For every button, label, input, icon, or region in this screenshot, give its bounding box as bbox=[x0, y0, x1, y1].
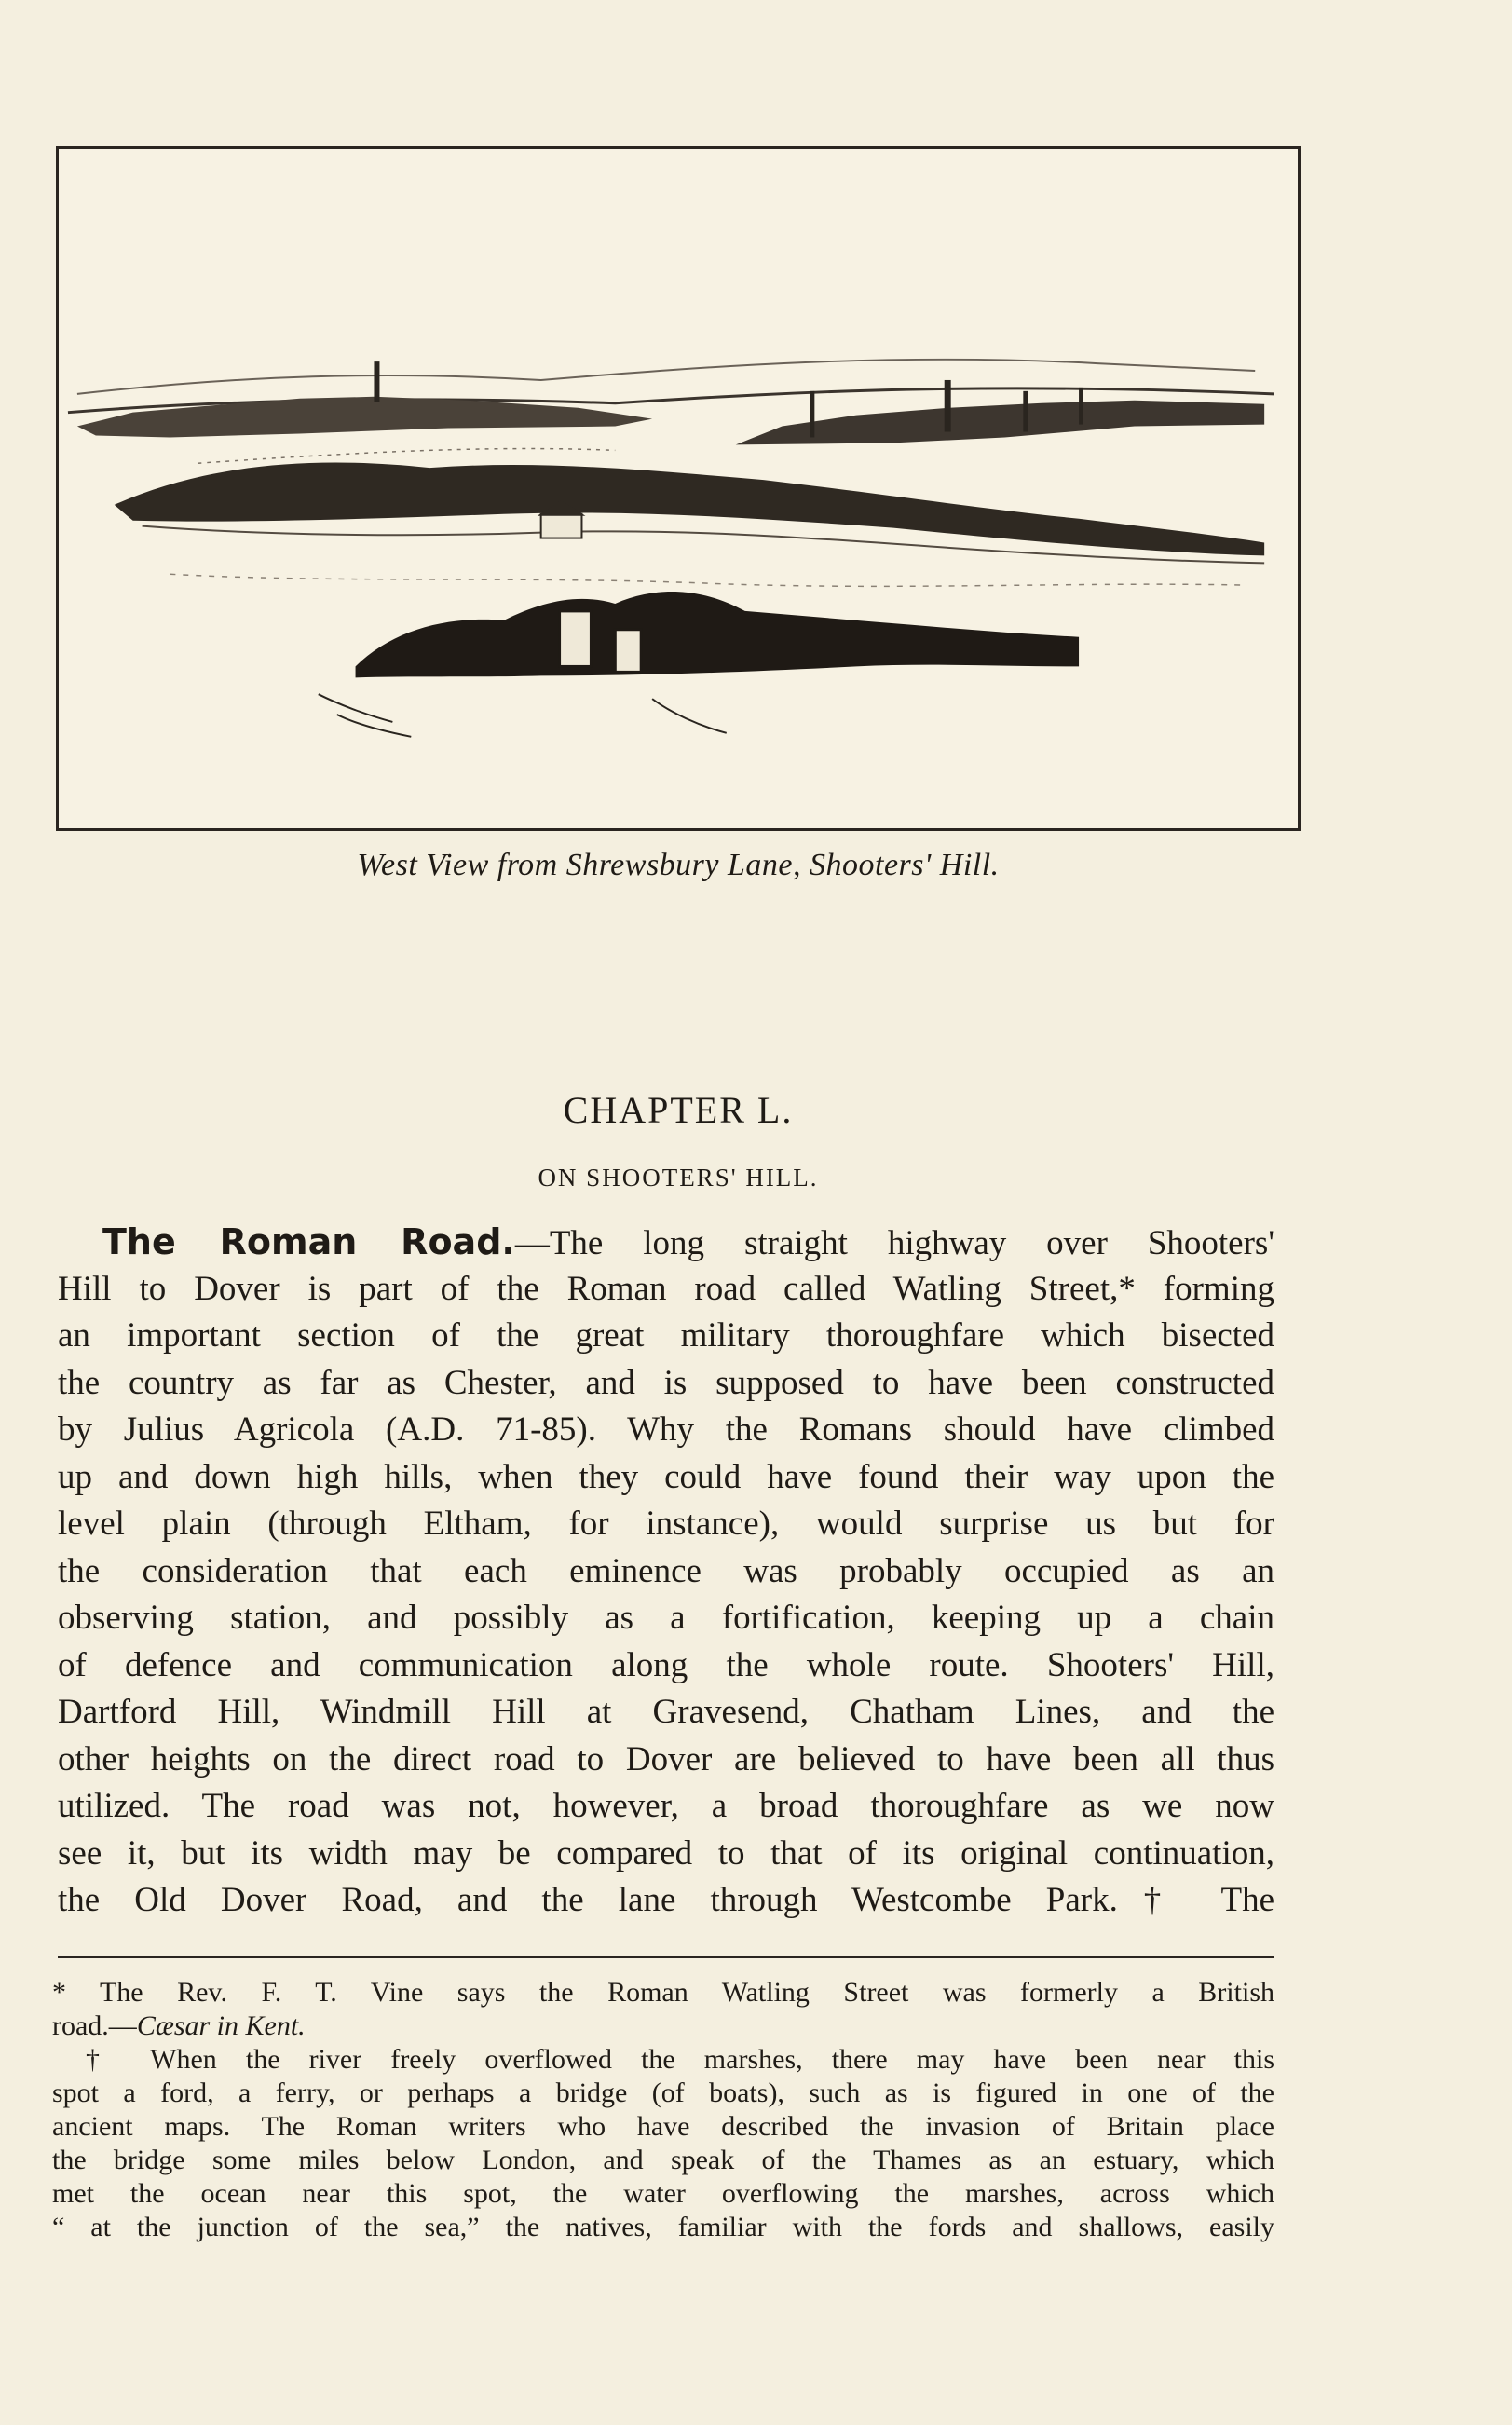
landscape-engraving bbox=[59, 149, 1298, 828]
footnotes bbox=[52, 1976, 1274, 2244]
text-line: utilized. The road was not, however, a broad thoroughfare as we now bbox=[58, 1787, 1274, 1825]
text-line: level plain (through Eltham, for instance), would surprise us but for bbox=[58, 1505, 1274, 1543]
footnote-line: * The Rev. F. T. Vine says the Roman Watling Street was formerly a British bbox=[52, 1977, 1274, 2008]
footnote-line: the bridge some miles below London, and speak of the Thames as an estuary, which bbox=[52, 2145, 1274, 2175]
text-line: other heights on the direct road to Dover are believed to have been all thus bbox=[58, 1739, 1274, 1778]
chapter-title: CHAPTER L. bbox=[563, 1089, 794, 1131]
text-line: the country as far as Chester, and is supposed to have been constructed bbox=[58, 1363, 1274, 1402]
footnote-divider bbox=[58, 1956, 1274, 1958]
footnote-line bbox=[52, 2009, 1274, 2043]
text-line-content: —The long straight highway over Shooters' bbox=[514, 1224, 1274, 1262]
text-line: the consideration that each eminence was probably occupied as an bbox=[58, 1551, 1274, 1590]
figure-caption: West View from Shrewsbury Lane, Shooters' Hill. bbox=[357, 848, 1000, 882]
text-line: an important section of the great military thoroughfare which bisected bbox=[58, 1316, 1274, 1355]
footnote-citation: Cæsar in Kent. bbox=[136, 2010, 306, 2041]
footnote-text: road.— bbox=[52, 2010, 137, 2041]
text-line: by Julius Agricola (A.D. 71-85). Why the Romans should have climbed bbox=[58, 1410, 1274, 1449]
text-line: see it, but its width may be compared to that of its original continuation, bbox=[58, 1833, 1274, 1873]
text-line bbox=[58, 1219, 1274, 1266]
text-line: up and down high hills, when they could have found their way upon the bbox=[58, 1457, 1274, 1496]
footnote-line: ancient maps. The Roman writers who have described the invasion of Britain place bbox=[52, 2111, 1274, 2142]
text-line: Hill to Dover is part of the Roman road called Watling Street,* forming bbox=[58, 1269, 1274, 1308]
text-line: the Old Dover Road, and the lane through Westcombe Park.† The bbox=[58, 1881, 1274, 1919]
body-paragraph bbox=[58, 1219, 1274, 1925]
engraving-illustration bbox=[56, 146, 1301, 831]
text-line: observing station, and possibly as a fortification, keeping up a chain bbox=[58, 1599, 1274, 1637]
chapter-subtitle: ON SHOOTERS' HILL. bbox=[538, 1164, 819, 1192]
text-line: of defence and communication along the whole route. Shooters' Hill, bbox=[58, 1645, 1274, 1684]
text-line: Dartford Hill, Windmill Hill at Gravesend, Chatham Lines, and the bbox=[58, 1693, 1274, 1731]
footnote-line: spot a ford, a ferry, or perhaps a bridge (of boats), such as is figured in one of the bbox=[52, 2078, 1274, 2108]
footnote-line: “ at the junction of the sea,” the natives, familiar with the fords and shallows, easily bbox=[52, 2212, 1274, 2242]
footnote-line: met the ocean near this spot, the water overflowing the marshes, across which bbox=[52, 2178, 1274, 2209]
section-lead: The Roman Road. bbox=[102, 1221, 515, 1262]
footnote-line: † When the river freely overflowed the marshes, there may have been near this bbox=[86, 2044, 1274, 2075]
